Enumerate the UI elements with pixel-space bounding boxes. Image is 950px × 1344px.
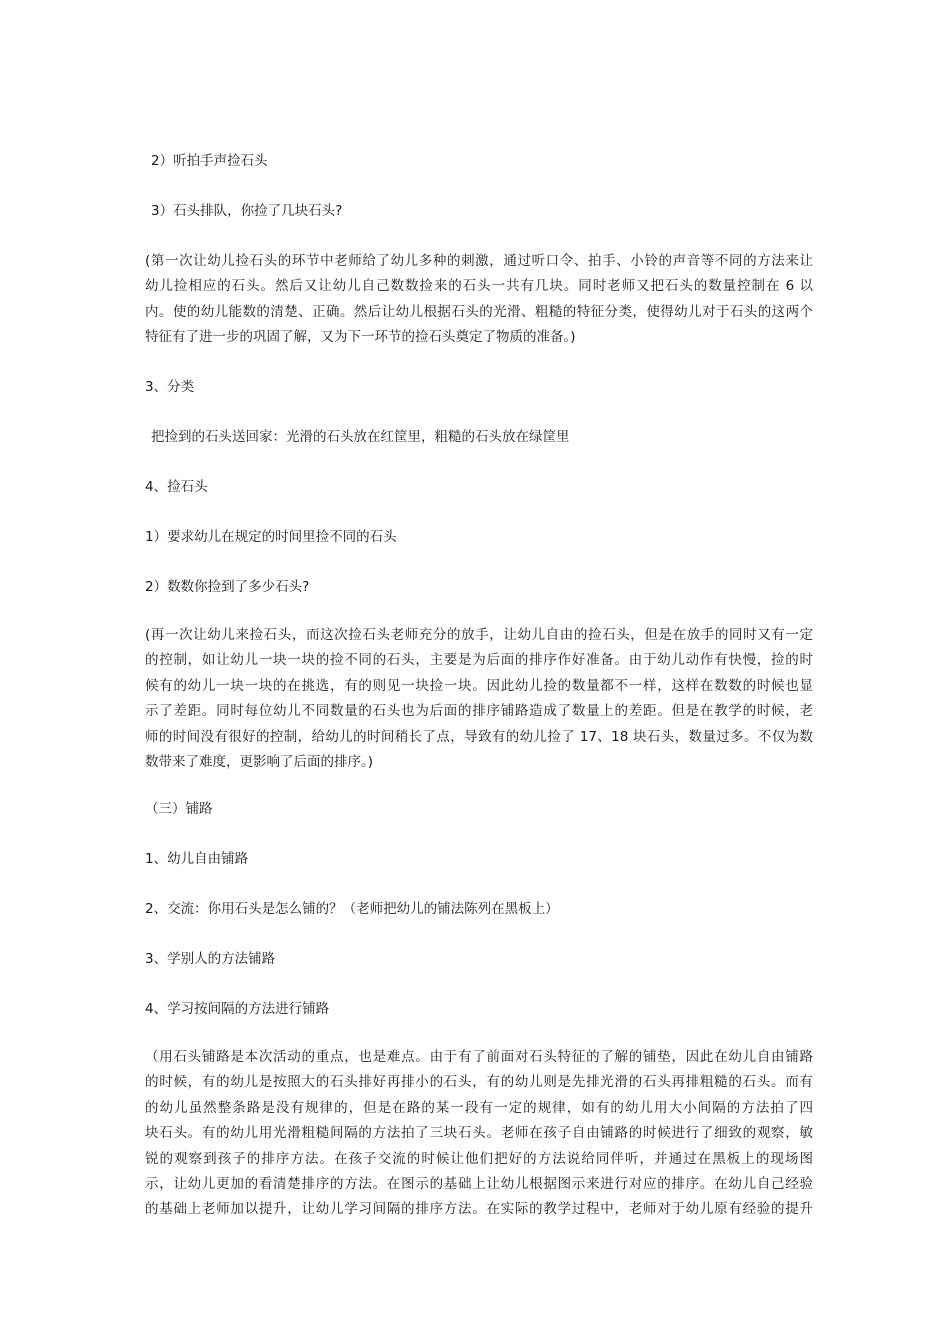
step-stones-queue: 3）石头排队，你捡了几块石头?: [151, 203, 343, 219]
paragraph-line: 示，让幼儿更加的看清楚排序的方法。在图示的基础上让幼儿根据图示来进行对应的排序。在幼儿自己经验: [145, 1176, 813, 1193]
paragraph-line: 块石头。有的幼儿用光滑粗糙间隔的方法拍了三块石头。老师在孩子自由铺路的时候进行了细致的观察，敏: [145, 1125, 813, 1142]
paragraph-line: 数带来了难度，更影响了后面的排序。): [145, 754, 374, 771]
commentary-paragraph-2: [145, 623, 813, 775]
paragraph-line: (第一次让幼儿捡石头的环节中老师给了幼儿多种的刺激，通过听口令、拍手、小铃的声音等不同的方法来让: [145, 253, 813, 269]
step-free-paving: 1、幼儿自由铺路: [145, 851, 249, 867]
step-listen-clap: 2）听拍手声捡石头: [151, 153, 268, 169]
paragraph-line: 师的时间没有很好的控制，给幼儿的时间稍长了点，导致有的幼儿捡了 17、18 块石头，数量过多。不仅为数: [145, 728, 813, 745]
paragraph-line: 示了差距。同时每位幼儿不同数量的石头也为后面的排序铺路造成了数量上的差距。但是在教学的时候，老: [145, 703, 813, 720]
step-count-stones: 2）数数你捡到了多少石头?: [145, 579, 310, 595]
step-exchange: 2、交流：你用石头是怎么铺的？（老师把幼儿的铺法陈列在黑板上）: [145, 901, 559, 917]
paragraph-line: 特征有了进一步的巩固了解，又为下一环节的捡石头奠定了物质的准备。): [145, 329, 576, 346]
step-interval-paving: 4、学习按间隔的方法进行铺路: [145, 1001, 330, 1017]
paragraph-line: 的幼儿虽然整条路是没有规律的，但是在路的某一段有一定的规律，如有的幼儿用大小间隔的方法拍了四: [145, 1099, 813, 1116]
classify-instruction: 把捡到的石头送回家：光滑的石头放在红筐里，粗糙的石头放在绿筐里: [151, 429, 570, 445]
paragraph-line: 候有的幼儿一块一块的在挑选，有的则见一块捡一块。因此幼儿捡的数量都不一样，这样在数数的时候也显: [145, 677, 813, 694]
commentary-paragraph-3: [145, 1045, 813, 1223]
paragraph-line: 的控制，如让幼儿一块一块的捡不同的石头，主要是为后面的排序作好准备。由于幼儿动作有快慢，捡的时: [145, 652, 813, 669]
paragraph-line: 内。使的幼儿能数的清楚、正确。然后让幼儿根据石头的光滑、粗糙的特征分类，使得幼儿对于石头的这两个: [145, 303, 813, 320]
paragraph-line: 锐的观察到孩子的排序方法。在孩子交流的时候让他们把好的方法说给同伴听，并通过在黑板上的现场图: [145, 1150, 813, 1167]
paragraph-line: (再一次让幼儿来捡石头，而这次捡石头老师充分的放手，让幼儿自由的捡石头，但是在放手的同时又有一定: [145, 627, 813, 643]
commentary-paragraph-1: [145, 249, 813, 351]
step-pick-in-time: 1）要求幼儿在规定的时间里捡不同的石头: [145, 529, 397, 545]
paragraph-line: 的基础上老师加以提升，让幼儿学习间隔的排序方法。在实际的教学过程中，老师对于幼儿原有经验的提升: [145, 1201, 813, 1218]
section-pick-stones: 4、捡石头: [145, 479, 208, 495]
section-classify: 3、分类: [145, 379, 195, 395]
paragraph-line: 幼儿捡相应的石头。然后又让幼儿自己数数捡来的石头一共有几块。同时老师又把石头的数量控制在 6 以: [145, 278, 813, 295]
paragraph-line: （用石头铺路是本次活动的重点，也是难点。由于有了前面对石头特征的了解的铺垫，因此在幼儿自由铺路: [145, 1049, 813, 1065]
paragraph-line: 的时候，有的幼儿是按照大的石头排好再排小的石头，有的幼儿则是先排光滑的石头再排粗糙的石头。而有: [145, 1074, 813, 1091]
step-learn-others: 3、学别人的方法铺路: [145, 951, 276, 967]
section-pave-road: （三）铺路: [145, 801, 213, 817]
